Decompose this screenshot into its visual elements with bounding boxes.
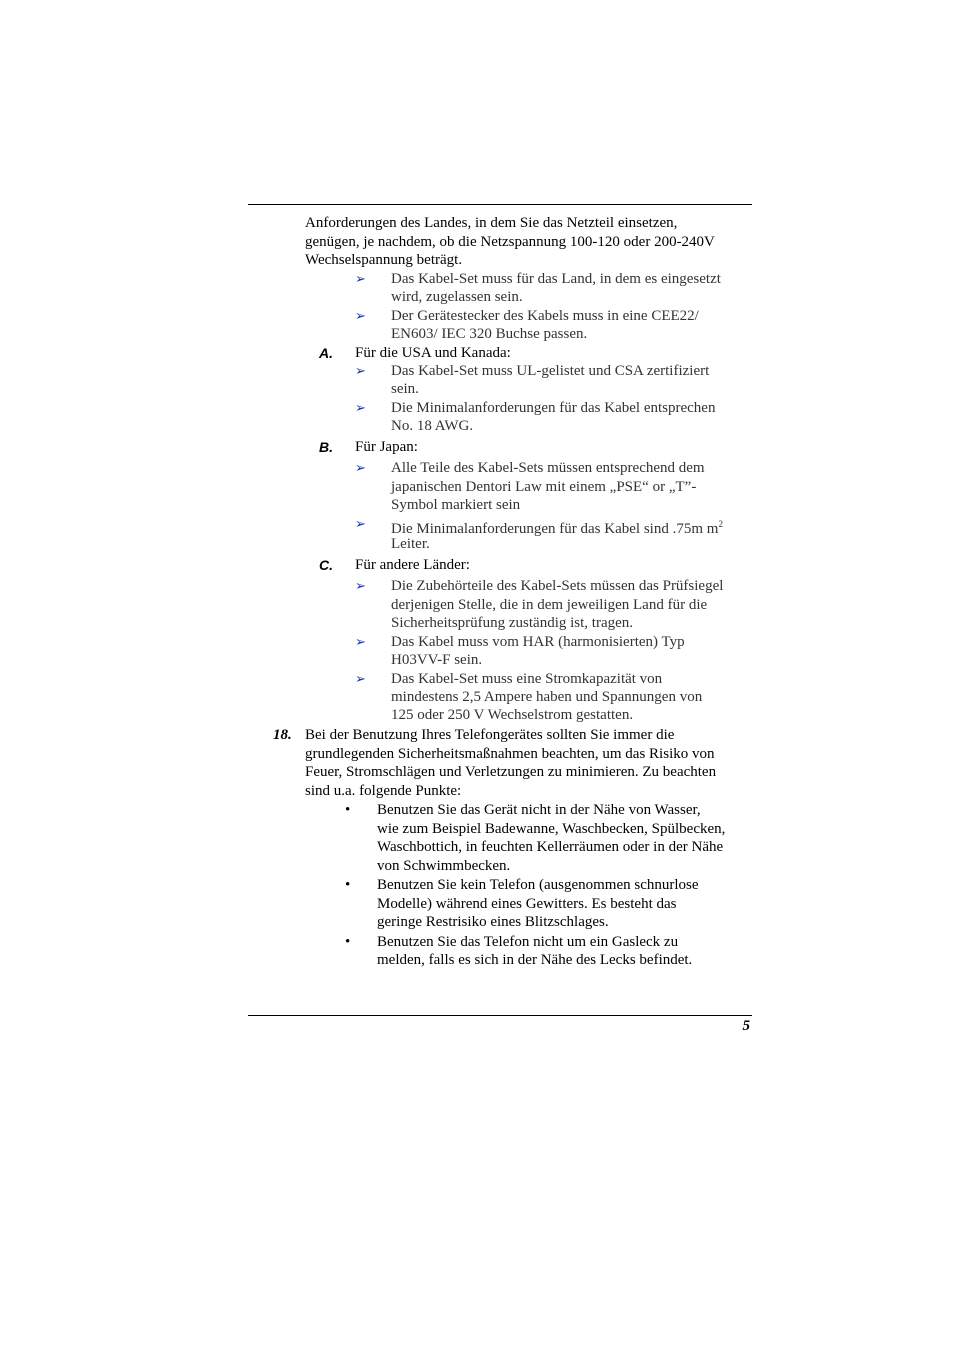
bullet-line: Benutzen Sie das Telefon nicht um ein Gasleck zu	[377, 934, 679, 950]
list-item-line: japanischen Dentori Law mit einem „PSE“ or „T”-	[391, 479, 697, 495]
list-item-line: Die Minimalanforderungen für das Kabel entsprechen	[391, 400, 716, 416]
section-letter: B.	[319, 439, 333, 455]
section-letter: A.	[319, 345, 333, 361]
list-item-line: 125 oder 250 V Wechselstrom gestatten.	[391, 707, 634, 723]
list-item-line: EN603/ IEC 320 Buchse passen.	[391, 326, 588, 342]
paragraph-line: sind u.a. folgende Punkte:	[305, 783, 462, 799]
list-item-line: Das Kabel-Set muss für das Land, in dem es eingesetzt	[391, 271, 721, 287]
bullet-line: Modelle) während eines Gewitters. Es besteht das	[377, 896, 677, 912]
list-item-line: Das Kabel-Set muss UL-gelistet und CSA zertifiziert	[391, 363, 710, 379]
intro-line: Wechselspannung beträgt.	[305, 252, 463, 268]
list-item-line: wird, zugelassen sein.	[391, 289, 523, 305]
arrow-bullet-icon: ➢	[355, 634, 366, 649]
arrow-bullet-icon: ➢	[355, 578, 366, 593]
arrow-bullet-icon: ➢	[355, 516, 366, 531]
paragraph-line: Bei der Benutzung Ihres Telefongerätes sollten Sie immer die	[305, 727, 675, 743]
unit-symbol: $m^2$	[706, 519, 723, 537]
list-item-line: Das Kabel-Set muss eine Stromkapazität von	[391, 671, 663, 687]
item-number: 18.	[273, 727, 292, 743]
list-item-line: No. 18 AWG.	[391, 418, 474, 434]
arrow-bullet-icon: ➢	[355, 308, 366, 323]
arrow-bullet-icon: ➢	[355, 400, 366, 415]
list-item-text: Die Minimalanforderungen für das Kabel sind .75m	[391, 521, 704, 537]
bullet-line: melden, falls es sich in der Nähe des Lecks befindet.	[377, 952, 693, 968]
bullet-line: wie zum Beispiel Badewanne, Waschbecken, Spülbecken,	[377, 821, 726, 837]
bullet-icon: •	[345, 877, 351, 893]
list-item-line: H03VV-F sein.	[391, 652, 483, 668]
section-heading: Für die USA und Kanada:	[355, 345, 511, 361]
header-rule	[248, 204, 752, 205]
intro-line: Anforderungen des Landes, in dem Sie das Netzteil einsetzen,	[305, 215, 678, 231]
list-item-line: mindestens 2,5 Ampere haben und Spannungen von	[391, 689, 703, 705]
arrow-bullet-icon: ➢	[355, 271, 366, 286]
list-item-line: Der Gerätestecker des Kabels muss in eine CEE22/	[391, 308, 699, 324]
bullet-icon: •	[345, 802, 351, 818]
list-item-line: Sicherheitsprüfung zuständig ist, tragen.	[391, 615, 634, 631]
paragraph-line: Feuer, Stromschlägen und Verletzungen zu minimieren. Zu beachten	[305, 764, 717, 780]
bullet-line: geringe Restrisiko eines Blitzschlages.	[377, 914, 609, 930]
intro-line: genügen, je nachdem, ob die Netzspannung 100-120 oder 200-240V	[305, 234, 715, 250]
list-item-line: sein.	[391, 381, 419, 397]
arrow-bullet-icon: ➢	[355, 460, 366, 475]
bullet-icon: •	[345, 934, 351, 950]
bullet-line: Benutzen Sie kein Telefon (ausgenommen schnurlose	[377, 877, 699, 893]
list-item-line: derjenigen Stelle, die in dem jeweiligen Land für die	[391, 597, 708, 613]
bullet-line: Waschbottich, in feuchten Kellerräumen oder in der Nähe	[377, 839, 724, 855]
list-item-line: Alle Teile des Kabel-Sets müssen entsprechend dem	[391, 460, 705, 476]
paragraph-line: grundlegenden Sicherheitsmaßnahmen beachten, um das Risiko von	[305, 746, 715, 762]
arrow-bullet-icon: ➢	[355, 671, 366, 686]
section-heading: Für andere Länder:	[355, 557, 470, 573]
footer-rule	[248, 1015, 752, 1016]
section-heading: Für Japan:	[355, 439, 418, 455]
bullet-line: Benutzen Sie das Gerät nicht in der Nähe von Wasser,	[377, 802, 701, 818]
list-item-line: Leiter.	[391, 536, 430, 552]
unit-superscript: 2	[718, 519, 723, 529]
section-letter: C.	[319, 557, 333, 573]
list-item-line	[391, 515, 723, 538]
list-item-line: Die Zubehörteile des Kabel-Sets müssen das Prüfsiegel	[391, 578, 724, 594]
arrow-bullet-icon: ➢	[355, 363, 366, 378]
list-item-line: Symbol markiert sein	[391, 497, 521, 513]
list-item-line: Das Kabel muss vom HAR (harmonisierten) Typ	[391, 634, 685, 650]
page-number: 5	[742, 1018, 750, 1034]
bullet-line: von Schwimmbecken.	[377, 858, 511, 874]
